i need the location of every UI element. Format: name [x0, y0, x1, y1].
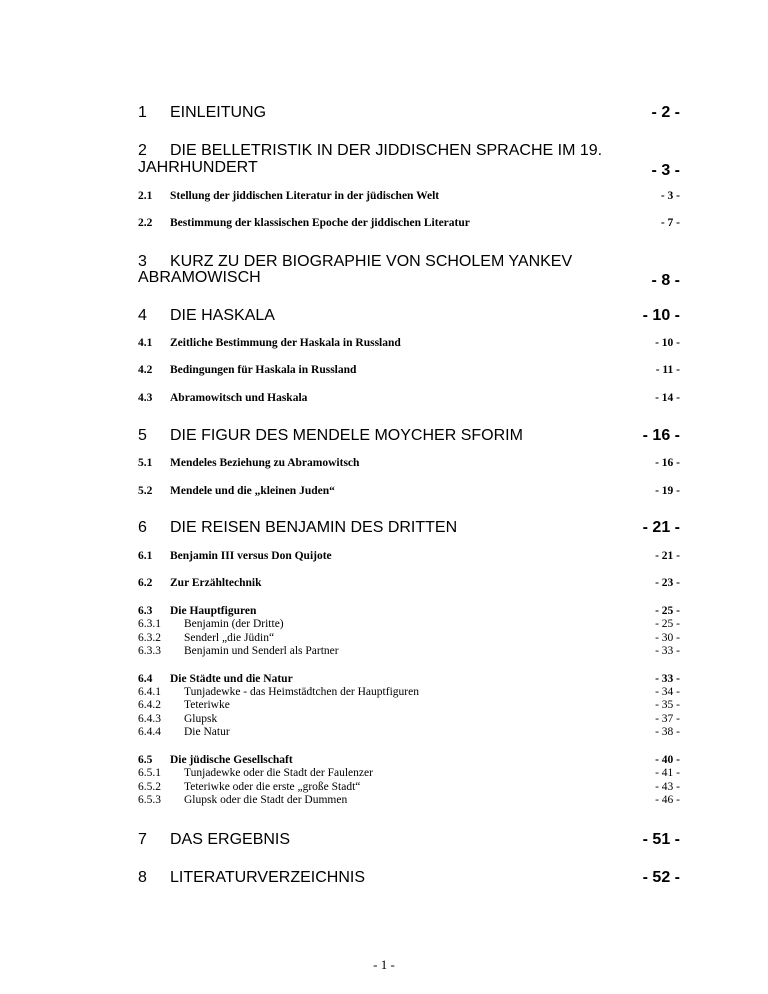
toc-section-page: - 10 - — [655, 337, 680, 349]
toc-subsection-number: 6.5.1 — [138, 767, 161, 779]
toc-section-number: 4.3 — [138, 392, 153, 404]
toc-subsection-number: 6.3.1 — [138, 618, 161, 630]
toc-chapter-page: - 52 - — [642, 869, 680, 886]
toc-subsection-page: - 35 - — [655, 699, 680, 711]
toc-section-page: - 21 - — [655, 550, 680, 562]
toc-section-page: - 19 - — [655, 485, 680, 497]
toc-section-page: - 33 - — [655, 673, 680, 685]
toc-subsection-title: Glupsk oder die Stadt der Dummen — [184, 794, 348, 806]
toc-chapter-number: 3 — [138, 253, 147, 270]
toc-subsection-title: Benjamin und Senderl als Partner — [184, 645, 339, 657]
toc-chapter-title: DIE REISEN BENJAMIN DES DRITTEN — [170, 519, 458, 536]
toc-section-number: 6.5 — [138, 754, 153, 766]
toc-subsection-page: - 37 - — [655, 713, 680, 725]
toc-subsection-title: Teteriwke oder die erste „große Stadt“ — [184, 781, 361, 793]
toc-section-title: Zur Erzähltechnik — [170, 577, 262, 589]
toc-subsection-page: - 46 - — [655, 794, 680, 806]
toc-subsection-number: 6.4.4 — [138, 726, 161, 738]
toc-section-page: - 25 - — [655, 605, 680, 617]
toc-chapter-title: DIE FIGUR DES MENDELE MOYCHER SFORIM — [170, 427, 523, 444]
toc-chapter-number: 7 — [138, 831, 147, 848]
toc-subsection-title: Benjamin (der Dritte) — [184, 618, 284, 630]
toc-subsection-page: - 33 - — [655, 645, 680, 657]
toc-chapter-title: DAS ERGEBNIS — [170, 831, 291, 848]
toc-subsection-title: Die Natur — [184, 726, 230, 738]
toc-section-page: - 14 - — [655, 392, 680, 404]
toc-section-page: - 3 - — [660, 190, 680, 202]
toc-chapter-page: - 2 - — [651, 104, 680, 121]
toc-subsection-number: 6.4.3 — [138, 713, 161, 725]
toc-chapter-page: - 10 - — [642, 307, 680, 324]
toc-section-title: Die Hauptfiguren — [170, 605, 257, 617]
toc-subsection-title: Teteriwke — [184, 699, 230, 711]
toc-chapter-title: KURZ ZU DER BIOGRAPHIE VON SCHOLEM YANKEV — [170, 253, 573, 270]
page-number-footer: - 1 - — [373, 957, 395, 972]
toc-section-title: Stellung der jiddischen Literatur in der jüdischen Welt — [170, 190, 440, 202]
toc-subsection-page: - 25 - — [655, 618, 680, 630]
toc-chapter-number: 8 — [138, 869, 147, 886]
toc-section-page: - 23 - — [655, 577, 680, 589]
toc-subsection-page: - 30 - — [655, 632, 680, 644]
toc-chapter-page: - 8 - — [651, 272, 680, 289]
toc-section-title: Bedingungen für Haskala in Russland — [170, 364, 357, 376]
toc-chapter-page: - 3 - — [651, 162, 680, 179]
toc-subsection-page: - 41 - — [655, 767, 680, 779]
toc-chapter-title: LITERATURVERZEICHNIS — [170, 869, 365, 886]
toc-section-title: Benjamin III versus Don Quijote — [170, 550, 332, 562]
toc-subsection-number: 6.3.3 — [138, 645, 161, 657]
toc-section-title: Die Städte und die Natur — [170, 673, 293, 685]
toc-subsection-number: 6.3.2 — [138, 632, 161, 644]
toc-section-number: 6.3 — [138, 605, 153, 617]
toc-chapter-title: DIE HASKALA — [170, 307, 275, 324]
toc-section-number: 4.1 — [138, 337, 153, 349]
toc-section-page: - 7 - — [660, 217, 680, 229]
toc-subsection-title: Tunjadewke - das Heimstädtchen der Hauptfiguren — [184, 686, 419, 698]
toc-subsection-title: Tunjadewke oder die Stadt der Faulenzer — [184, 767, 373, 779]
toc-chapter-number: 1 — [138, 104, 147, 121]
toc-chapter-number: 5 — [138, 427, 147, 444]
toc-subsection-number: 6.5.2 — [138, 781, 161, 793]
toc-section-title: Mendeles Beziehung zu Abramowitsch — [170, 457, 360, 469]
toc-section-number: 6.1 — [138, 550, 153, 562]
toc-section-number: 5.1 — [138, 457, 153, 469]
toc-subsection-page: - 38 - — [655, 726, 680, 738]
toc-chapter-title-cont: JAHRHUNDERT — [138, 159, 258, 176]
toc-section-number: 2.1 — [138, 190, 153, 202]
toc-section-page: - 40 - — [655, 754, 680, 766]
toc-section-number: 6.2 — [138, 577, 153, 589]
toc-chapter-title: EINLEITUNG — [170, 104, 267, 121]
toc-chapter-page: - 21 - — [642, 519, 680, 536]
toc-section-title: Mendele und die „kleinen Juden“ — [170, 485, 335, 497]
toc-section-number: 5.2 — [138, 485, 153, 497]
toc-section-title: Die jüdische Gesellschaft — [170, 754, 293, 766]
toc-chapter-title: DIE BELLETRISTIK IN DER JIDDISCHEN SPRACHE IM 19. — [170, 142, 603, 159]
toc-chapter-number: 2 — [138, 142, 147, 159]
toc-subsection-number: 6.5.3 — [138, 794, 161, 806]
toc-subsection-title: Senderl „die Jüdin“ — [184, 632, 275, 644]
toc-subsection-number: 6.4.1 — [138, 686, 161, 698]
toc-chapter-number: 4 — [138, 307, 147, 324]
toc-section-title: Bestimmung der klassischen Epoche der jiddischen Literatur — [170, 217, 470, 229]
toc-section-number: 2.2 — [138, 217, 153, 229]
toc-subsection-page: - 43 - — [655, 781, 680, 793]
toc-section-number: 4.2 — [138, 364, 153, 376]
toc-section-title: Zeitliche Bestimmung der Haskala in Russland — [170, 337, 401, 349]
toc-section-page: - 11 - — [655, 364, 680, 376]
toc-section-title: Abramowitsch und Haskala — [170, 392, 308, 404]
toc-chapter-page: - 51 - — [642, 831, 680, 848]
toc-chapter-number: 6 — [138, 519, 147, 536]
toc-chapter-title-cont: ABRAMOWISCH — [138, 269, 261, 286]
toc-chapter-page: - 16 - — [642, 427, 680, 444]
toc-section-page: - 16 - — [655, 457, 680, 469]
toc-subsection-title: Glupsk — [184, 713, 218, 725]
toc-subsection-page: - 34 - — [655, 686, 680, 698]
toc-section-number: 6.4 — [138, 673, 153, 685]
toc-subsection-number: 6.4.2 — [138, 699, 161, 711]
